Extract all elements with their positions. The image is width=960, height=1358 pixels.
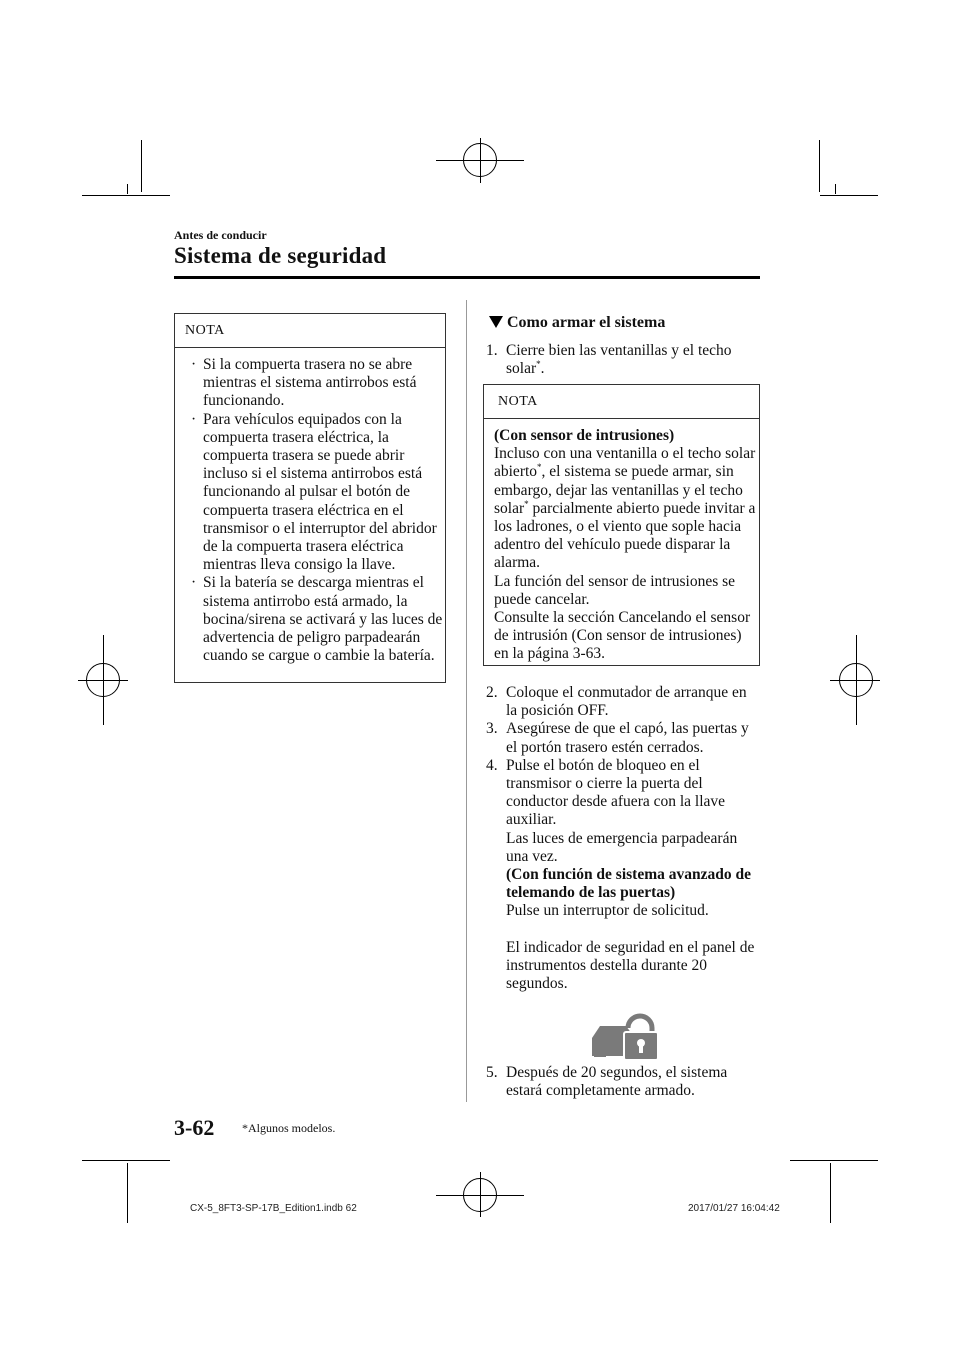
security-indicator-icon xyxy=(588,1010,660,1060)
step-5: 5. Después de 20 segundos, el sistema estará completamente armado. xyxy=(486,1064,728,1100)
triangle-marker-icon xyxy=(489,316,503,328)
note-bullets xyxy=(175,356,443,665)
section-label: Antes de conducir xyxy=(174,228,267,242)
step-1: 1. Cierre bien las ventanillas y el techo solar*. xyxy=(486,342,732,378)
note-bullet: · Si la batería se descarga mientras el sistema antirrobo está armado, la bocina/sirena se activará y las luces de advertencia de peligro parpadearán cuando se cargue o cambie la batería. xyxy=(191,574,443,665)
page-number: 3-62 xyxy=(174,1115,215,1140)
note-heading: NOTA xyxy=(498,394,538,409)
step-3: 3. Asegúrese de que el capó, las puertas y el portón trasero estén cerrados. xyxy=(486,720,749,756)
page-title: Sistema de seguridad xyxy=(174,243,387,268)
right-note-box xyxy=(483,384,760,666)
note-paragraph: La función del sensor de intrusiones se puede cancelar. xyxy=(494,572,736,608)
note-paragraph: Consulte la sección Cancelando el sensor de intrusión (Con sensor de intrusiones) en la página 3-63. xyxy=(494,609,751,663)
left-note-box xyxy=(174,313,446,683)
note-bold-line: (Con sensor de intrusiones) xyxy=(494,427,675,444)
note-paragraph: Incluso con una ventanilla o el techo solar abierto*, el sistema se puede armar, sin embargo, dejar las ventanillas y el techo solar* parcialmente abierto puede invitar a los ladrones, o el viento que sople hacia adentro del vehículo puede disparar la alarma. xyxy=(494,445,756,572)
note-bullet: · Para vehículos equipados con la compuerta trasera eléctrica, la compuerta trasera se puede abrir incluso si el sistema antirrobos está funcionando al pulsar el botón de compuerta trasera eléctrica en el transmisor o el interruptor del abridor de la compuerta trasera eléctrica mientras lleva consigo la llave. xyxy=(191,410,437,574)
print-file-name: CX-5_8FT3-SP-17B_Edition1.indb 62 xyxy=(190,1203,357,1214)
steps-list xyxy=(486,684,760,993)
note-heading: NOTA xyxy=(185,323,225,338)
step-2: 2. Coloque el conmutador de arranque en la posición OFF. xyxy=(486,684,747,720)
header-rule xyxy=(174,276,760,279)
note-bullet: · Si la compuerta trasera no se abre mientras el sistema antirrobos está funcionando. xyxy=(191,356,417,410)
column-divider xyxy=(466,300,467,1102)
step-4: 4. Pulse el botón de bloqueo en el transmisor o cierre la puerta del conductor desde afuera con la llave auxiliar. Las luces de emergencia parpadearán una vez. (Con función de sistema avanzado de telemando de las puertas) Pulse un interruptor de solicitud. El indicador de seguridad en el panel de instrumentos destella durante 20 segundos. xyxy=(486,756,755,993)
print-timestamp: 2017/01/27 16:04:42 xyxy=(688,1203,780,1214)
footnote: *Algunos modelos. xyxy=(242,1121,336,1135)
section-subheading: Como armar el sistema xyxy=(489,314,665,332)
